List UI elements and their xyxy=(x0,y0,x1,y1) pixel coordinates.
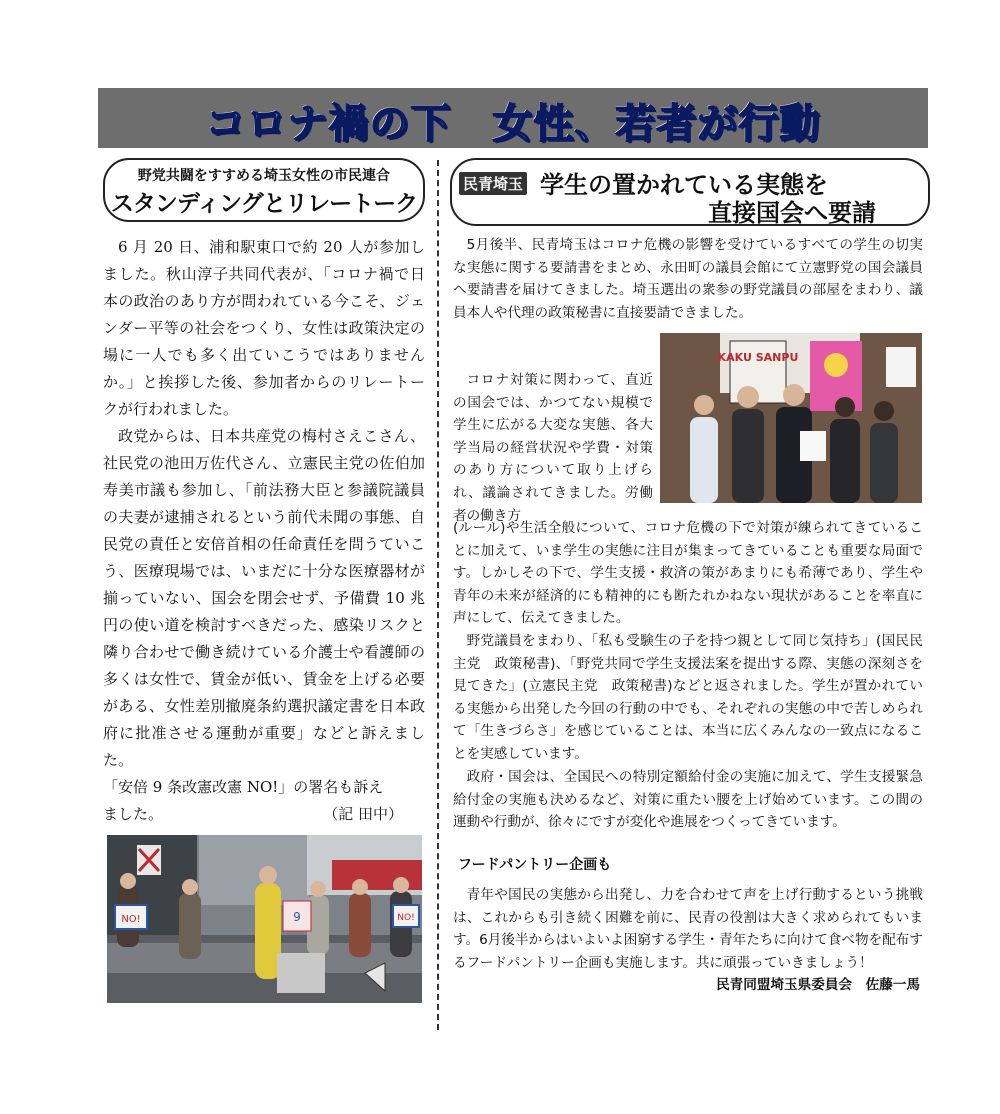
right-signature: 民青同盟埼玉県委員会 佐藤一馬 xyxy=(716,977,920,993)
organization-tag: 民青埼玉 xyxy=(459,172,527,195)
left-paragraph-1: 6 月 20 日、浦和駅東口で約 20 人が参加しました。秋山淳子共同代表が、「コロナ禍で日本の政治のあり方が問われている今こそ、ジェンダー平等の社会をつくり、女性は政策決定の場に一人でも多く出ていこうではありませんか。」と挨拶した後、参加者からのリレートークが行われました。 xyxy=(103,238,425,418)
right-paragraph-5: 青年や国民の実態から出発し、力を合わせて声を上げ行動するという挑戦は、これからも引き続く困難を前に、民青の役割は大きく求められてもいます。6月後半からはいよいよ困窮する学生・青年たちに向けて食べ物を配布するフードパントリー企画も実施します。共に頑張っていきましょう！ xyxy=(453,887,923,971)
right-paragraph-2-continued: (ルール)や生活全般について、コロナ危機の下で対策が練られてきていることに加えて、いま学生の実態に注目が集まってきていることも重要な局面です。しかしその下で、学生支援・救済の策があまりにも希薄であり、学生や青年の未来が経済的にも精神的にも断たれかねない現状があることを率直に声にして、伝えてきました。 xyxy=(453,520,923,627)
left-article-title-box xyxy=(103,158,425,222)
right-paragraph-4: 政府・国会は、全国民への特別定額給付金の実施に加えて、学生支援緊急給付金の実施も決めるなど、対策に重たい腰を上げ始めています。この間の運動や行動が、徐々にですが変化や進展をつくってきています。 xyxy=(453,769,923,831)
sign-text-1: NO! xyxy=(121,914,141,925)
sign-text-3: NO! xyxy=(397,913,415,923)
sign-text-2: 9 xyxy=(293,910,301,924)
left-article-body xyxy=(103,234,425,828)
left-paragraph-3: 「安倍 9 条改憲改憲 NO!」の署名も訴え xyxy=(103,778,384,796)
left-closing-line xyxy=(103,801,425,828)
petition-delivery-photo xyxy=(660,333,922,503)
left-signature: （記 田中） xyxy=(323,805,403,823)
headline-banner xyxy=(98,88,928,148)
left-article-title: スタンディングとリレートーク xyxy=(110,191,418,217)
poster-text: KAKU SANPU xyxy=(717,351,799,364)
petition-delivery-illustration xyxy=(660,333,922,503)
right-paragraph-2-wrapped: コロナ対策に関わって、直近の国会では、かつてない規模で学生に広がる大変な実態、各大学当局の経営状況や学費・対策のあり方について取り上げられ、議論されてきました。労働者の働き方 xyxy=(453,372,653,524)
right-paragraph-1: 5月後半、民青埼玉はコロナ危機の影響を受けているすべての学生の切実な実態に関する要請書をまとめ、永田町の議員会館にて立憲野党の国会議員へ要請書を届けてきました。埼玉選出の衆参の野党議員の部屋をまわり、議員本人や代理の政策秘書に直接要請できました。 xyxy=(453,237,923,321)
right-article-title-box xyxy=(450,158,930,226)
left-paragraph-2: 政党からは、日本共産党の梅村さえこさん、社民党の池田万佐代さん、立憲民主党の佐伯加寿美市議も参加し、「前法務大臣と参議院議員の夫妻が逮捕されるという前代未聞の事態、自民党の責任と安倍首相の任命責任を問うていこう、医療現場では、いまだに十分な医療器材が揃っていない、国会を閉会せず、予備費 10 兆円の使い道を検討すべきだった、感染リスクと隣り合わせで働き続けている介護士や看護師の多くは女性で、賃金が低い、賃金を上げる必要がある、女性差別撤廃条約選択議定書を日本政府に批准させる運動が重要」などと訴えました。 xyxy=(103,427,425,769)
column-divider xyxy=(437,160,439,1030)
left-last-line: ました。 xyxy=(103,805,164,823)
standing-demo-photo xyxy=(107,835,422,1003)
standing-demo-illustration xyxy=(107,835,422,1003)
headline-title: コロナ禍の下 女性、若者が行動 xyxy=(205,101,821,147)
right-article-title-line1: 学生の置かれている実態を xyxy=(540,171,828,199)
right-paragraph-3: 野党議員をまわり、「私も受験生の子を持つ親として同じ気持ち」(国民民主党 政策秘書)、「野党共同で学生支援法案を提出する際、実態の深刻さを見てきた」(立憲民主党 政策秘書)などと返されました。学生が置かれている実態から出発した今回の行動の中でも、それぞれの実態の中で苦しめられて「生きづらさ」を感じていることは、本当に広くみんなの一致点になることを実感しています。 xyxy=(453,633,923,762)
food-pantry-subheading: フードパントリー企画も xyxy=(458,857,612,873)
right-article-title-line2: 直接国会へ要請 xyxy=(708,199,876,227)
left-article-subtitle: 野党共闘をすすめる埼玉女性の市民連合 xyxy=(137,168,391,184)
